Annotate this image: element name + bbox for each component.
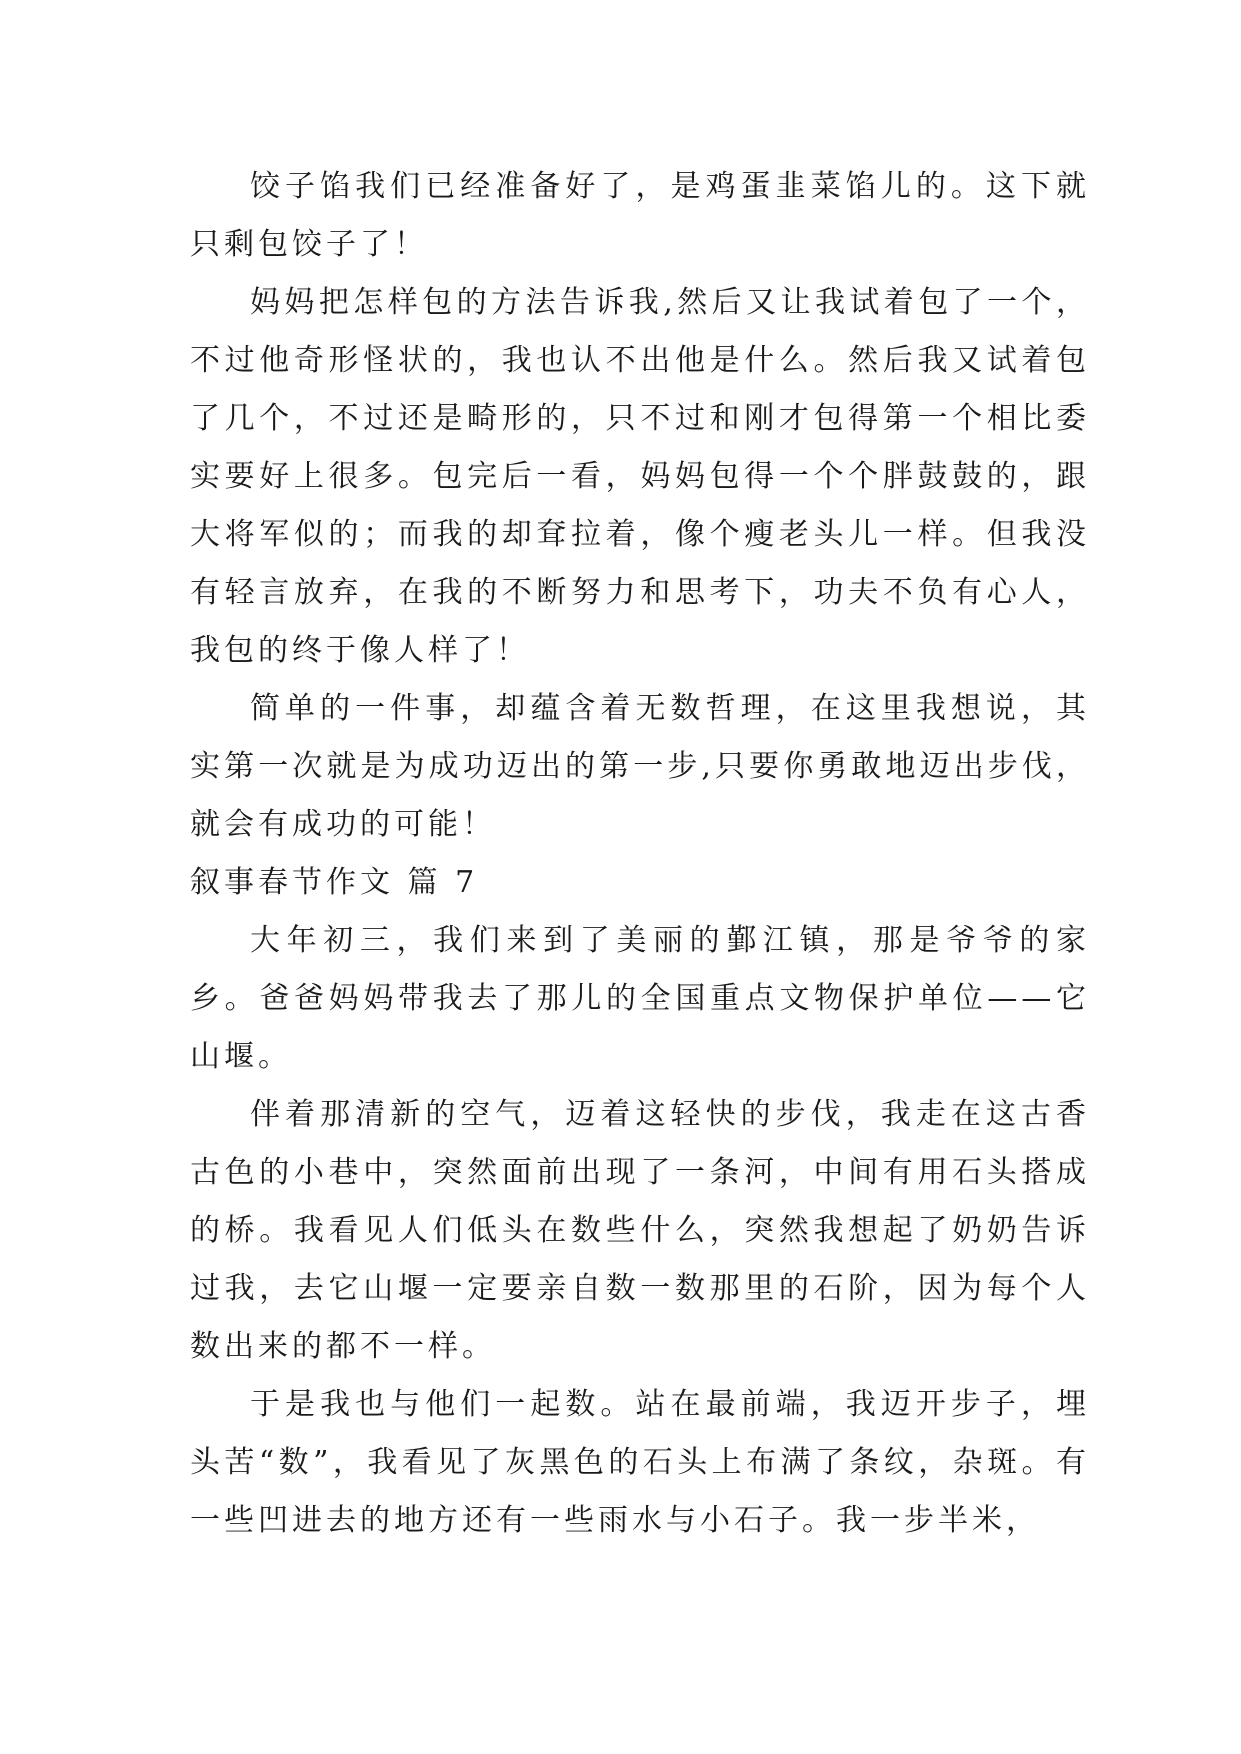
- section-heading: 叙事春节作文 篇 7: [190, 865, 479, 900]
- paragraph-counting-steps: 于是我也与他们一起数。站在最前端，我迈开步子，埋头苦“数”，我看见了灰黑色的石头上布满了条纹，杂斑。有一些凹进去的地方还有一些雨水与小石子。我一步半米，: [190, 1387, 1090, 1538]
- essay-body: [190, 158, 1090, 1550]
- paragraph-dumpling-filling: 饺子馅我们已经准备好了，是鸡蛋韭菜馅儿的。这下就只剩包饺子了！: [190, 169, 1090, 262]
- paragraph-visit-yinjiang: 大年初三，我们来到了美丽的鄞江镇，那是爷爷的家乡。爸爸妈妈带我去了那儿的全国重点文物保护单位——它山堰。: [190, 923, 1090, 1074]
- paragraph-reflection: 简单的一件事，却蕴含着无数哲理，在这里我想说，其实第一次就是为成功迈出的第一步,只要你勇敢地迈出步伐，就会有成功的可能！: [190, 691, 1090, 842]
- paragraph-old-lane: 伴着那清新的空气，迈着这轻快的步伐，我走在这古香古色的小巷中，突然面前出现了一条河，中间有用石头搭成的桥。我看见人们低头在数些什么，突然我想起了奶奶告诉过我，去它山堰一定要亲自数一数那里的石阶，因为每个人数出来的都不一样。: [190, 1097, 1090, 1364]
- paragraph-wrapping-dumplings: 妈妈把怎样包的方法告诉我,然后又让我试着包了一个，不过他奇形怪状的，我也认不出他是什么。然后我又试着包了几个，不过还是畸形的，只不过和刚才包得第一个相比委实要好上很多。包完后一看，妈妈包得一个个胖鼓鼓的，跟大将军似的；而我的却耷拉着，像个瘦老头儿一样。但我没有轻言放弃，在我的不断努力和思考下，功夫不负有心人，我包的终于像人样了！: [190, 285, 1090, 668]
